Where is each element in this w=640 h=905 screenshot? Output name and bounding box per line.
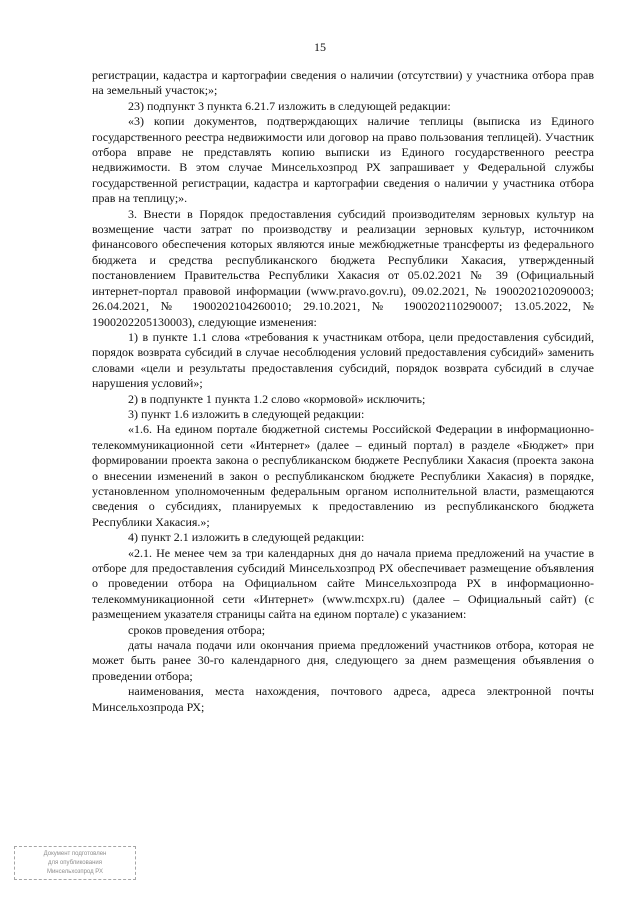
paragraph-6: 2) в подпункте 1 пункта 1.2 слово «кормовой» исключить; (128, 391, 426, 406)
document-body (92, 68, 594, 715)
paragraph-5: 1) в пункте 1.1 слова «требования к участникам отбора, цели предоставления субсидий, порядок возврата субсидий в случае несоблюдения условий предоставления субсидий» заменить словами «цели и результаты предоставления субсидий, порядок возврата субсидий в случае нарушения условий»; (92, 329, 594, 391)
paragraph-11: сроков проведения отбора; (128, 622, 266, 637)
paragraph-8: «1.6. На едином портале бюджетной системы Российской Федерации в информационно-телекоммуникационной сети «Интернет» (далее – единый портал) в разделе «Бюджет» при формировании проекта закона о республиканском бюджете Республики Хакасия (проекта закона о внесении изменений в закон о республиканском бюджете Республики Хакасия) в порядке, установленном уполномоченным федеральным органом исполнительной власти, размещаются сведения о субсидиях, планируемых к предоставлению из республиканского бюджета Республики Хакасия.»; (92, 422, 594, 529)
paragraph-10: «2.1. Не менее чем за три календарных дня до начала приема предложений на участие в отборе для предоставления субсидий Минсельхозпрод РХ обеспечивает размещение объявления о проведении отбора на Официальном сайте Минсельхозпрода РХ в информационно-телекоммуникационной сети «Интернет» (www.mcxpx.ru) (далее – Официальный сайт) (с размещением указателя страницы сайта на едином портале) с указанием: (92, 545, 594, 622)
stamp-line-2: для опубликования (48, 860, 102, 866)
stamp-line-3: Минсельхозпрод РХ (46, 869, 104, 875)
paragraph-7: 3) пункт 1.6 изложить в следующей редакции: (128, 406, 365, 421)
paragraph-12: даты начала подачи или окончания приема предложений участников отбора, которая не может быть ранее 30-го календарного дня, следующего за днем размещения объявления о проведении отбора; (92, 638, 594, 683)
paragraph-13: наименования, места нахождения, почтового адреса, адреса электронной почты Минсельхозпрода РХ; (92, 684, 594, 714)
page-number: 15 (314, 40, 326, 54)
paragraph-4: 3. Внести в Порядок предоставления субсидий производителям зерновых культур на возмещение части затрат по производству и реализации зерновых культур, источником финансового обеспечения которых являются иные межбюджетные трансферты из федерального бюджета и средства республиканского бюджета Республики Хакасия, утвержденный постановлением Правительства Республики Хакасия от 05.02.2021 № 39 (Официальный интернет-портал правовой информации (www.pravo.gov.ru), 09.02.2021, № 1900202102090003; 26.04.2021, № 1900202104260010; 29.10.2021, № 1900202110290007; 13.05.2022, № 1900202205130003), следующие изменения: (92, 206, 594, 329)
paragraph-1: регистрации, кадастра и картографии сведения о наличии (отсутствии) у участника отбора прав на земельный участок;»; (92, 68, 594, 98)
paragraph-3: «3) копии документов, подтверждающих наличие теплицы (выписка из Единого государственного реестра недвижимости или договор на право пользования теплицей). Участник отбора вправе не представлять копию выписки из Единого государственного реестра недвижимости. В этом случае Минсельхозпрод РХ запрашивает у Федеральной службы государственной регистрации, кадастра и картографии сведения о наличии у участника отбора прав на теплицу;». (92, 114, 594, 206)
paragraph-9: 4) пункт 2.1 изложить в следующей редакции: (128, 530, 365, 545)
stamp-line-1: Документ подготовлен (43, 851, 107, 857)
paragraph-2: 23) подпункт 3 пункта 6.21.7 изложить в следующей редакции: (128, 98, 451, 113)
publication-stamp (14, 846, 136, 880)
